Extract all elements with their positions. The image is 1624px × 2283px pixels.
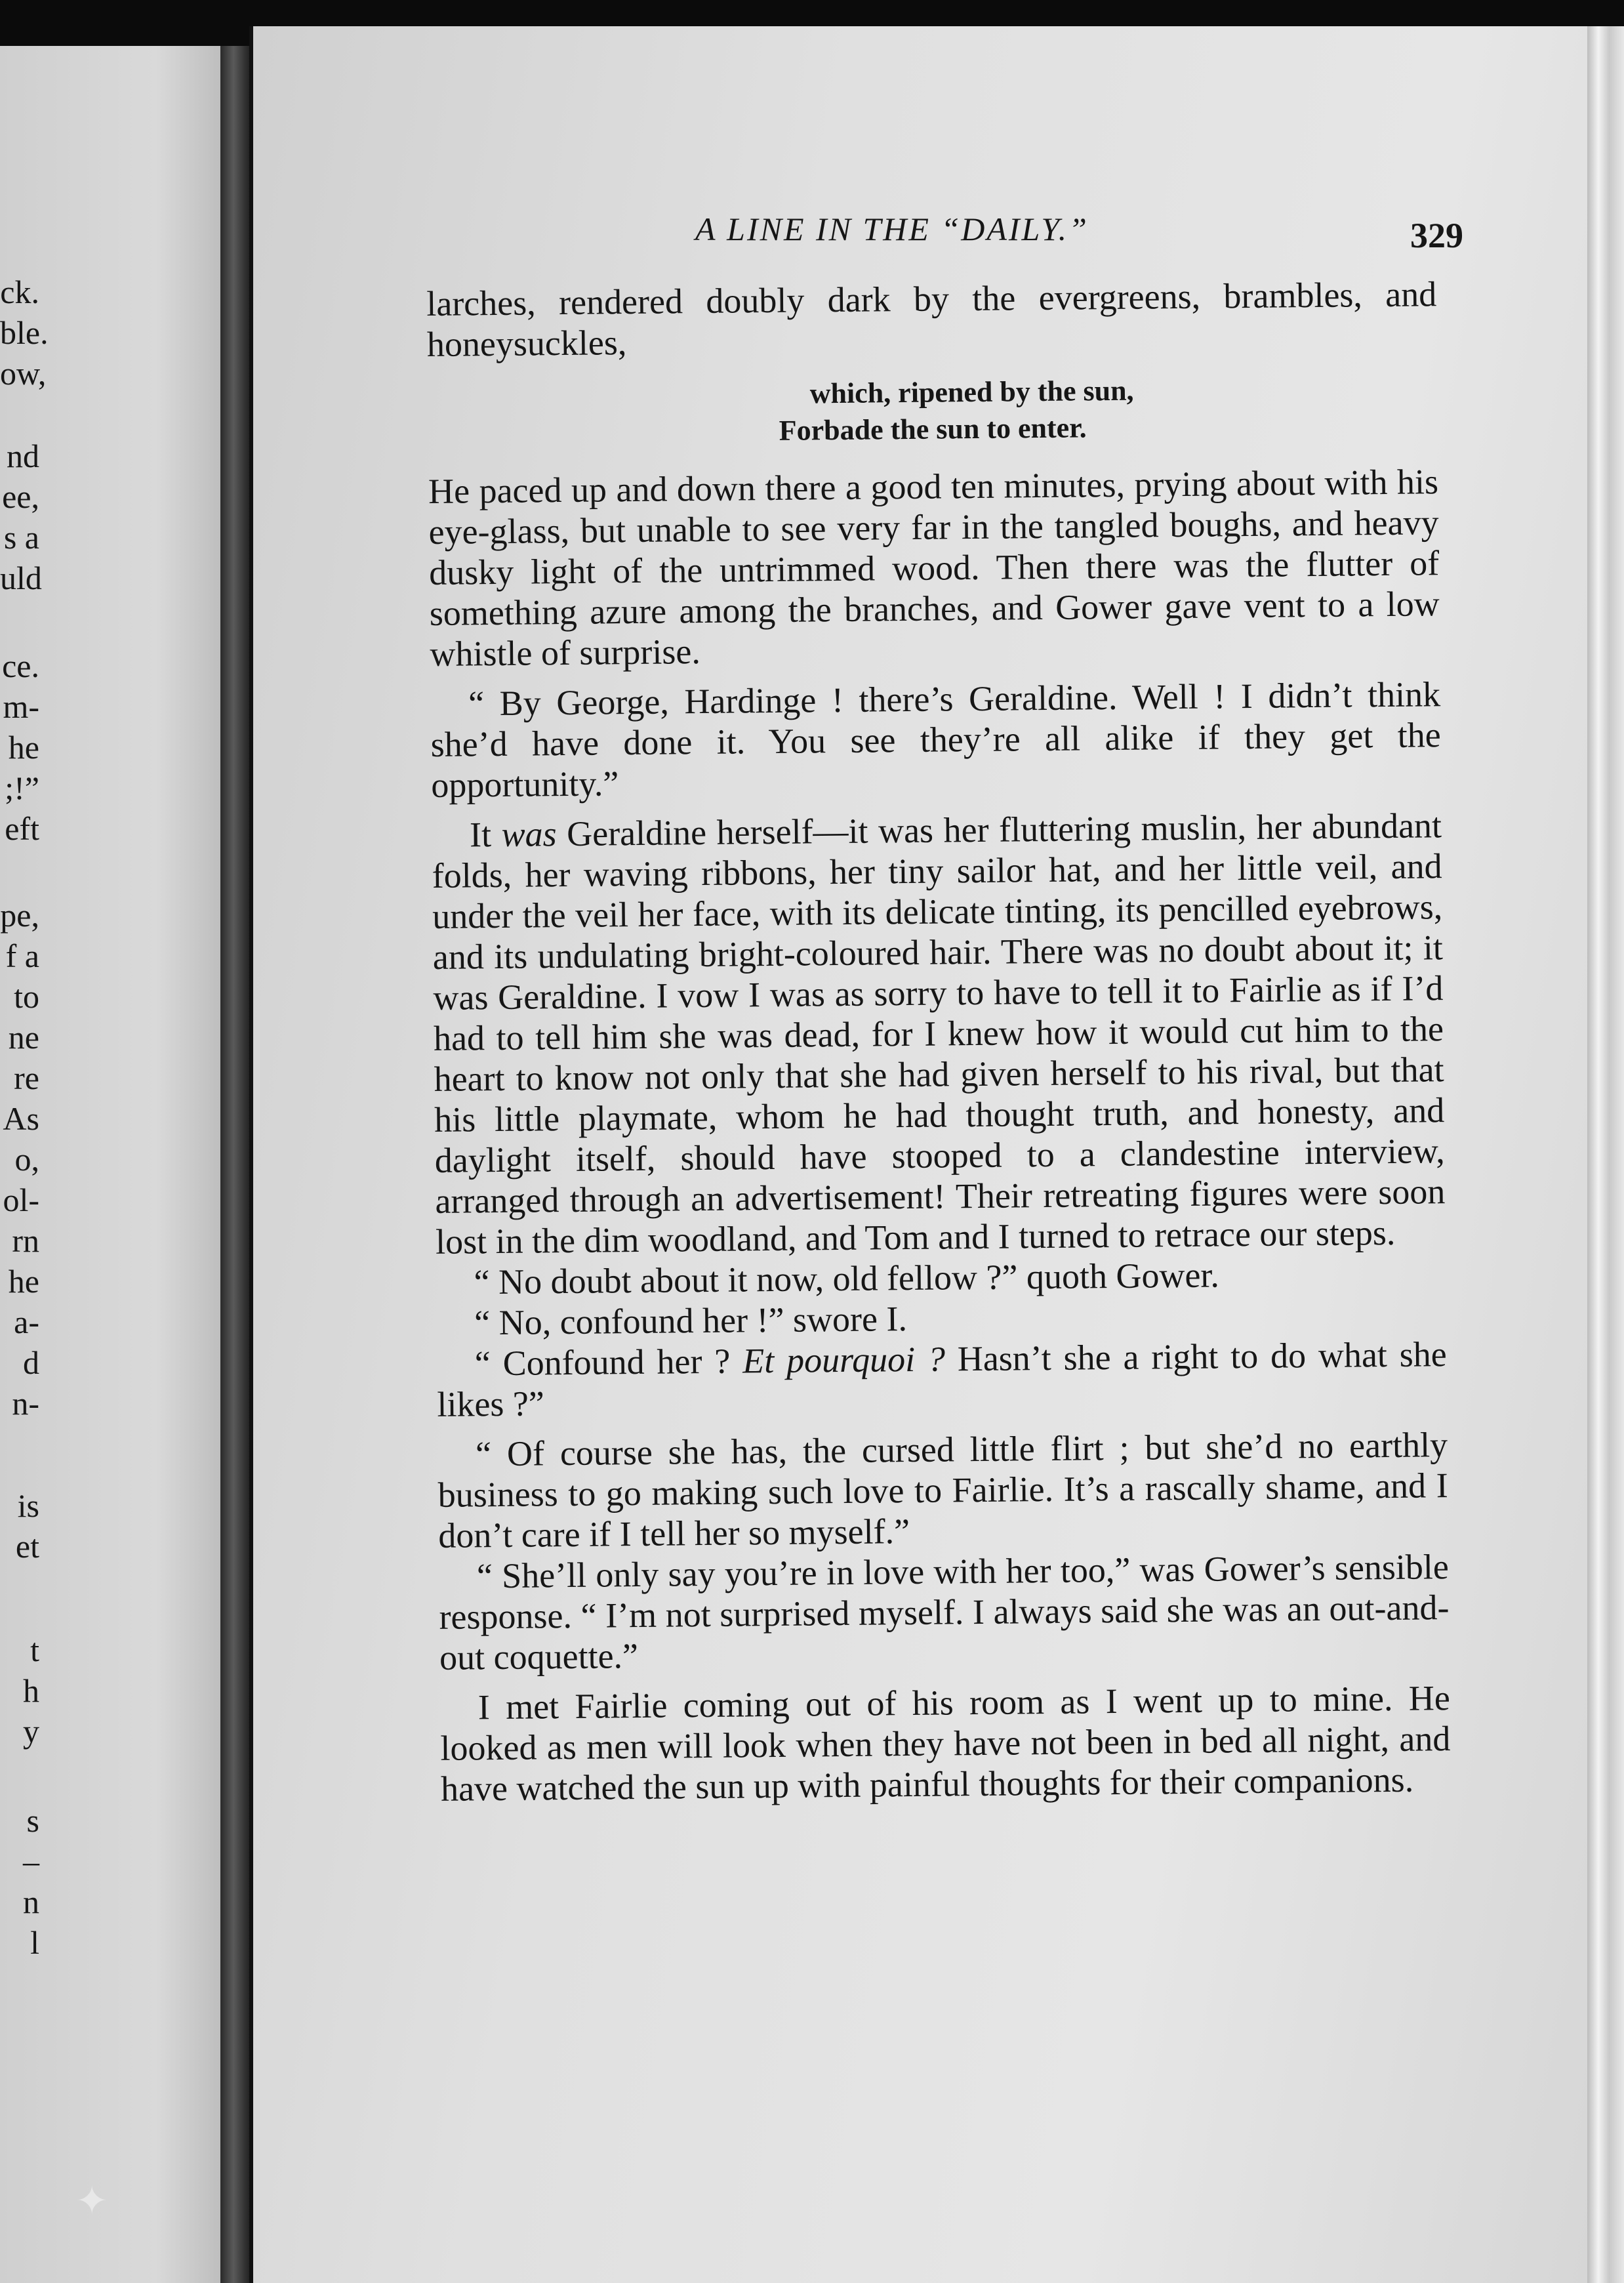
text-run: It [469, 814, 502, 855]
left-page-fragment: n [23, 1883, 39, 1920]
left-page-fragment: pe, [0, 897, 39, 934]
paragraph [432, 805, 1446, 1262]
paragraph: “ She’ll only say you’re in love with her too,” was Gower’s sensible response. “ I’m not surprised myself. I always said she was an out-and-out coquette.” [439, 1547, 1450, 1677]
left-page-fragment: t [30, 1632, 39, 1668]
left-page-fragment: nd [7, 438, 39, 474]
left-page-fragment: As [3, 1100, 39, 1137]
left-page-fragment: ow, [0, 355, 47, 392]
left-page-fragment: – [23, 1843, 39, 1880]
book-gutter [220, 46, 253, 2283]
left-page-fragment: ck. [0, 274, 39, 310]
left-page-fragment: a- [14, 1304, 39, 1340]
text-run: Geraldine herself—it was her fluttering muslin, her abundant folds, her waving ribbons, her tiny sailor hat, and her little veil, and under the veil her face, with its delicate tinting, its pencilled eyebrows, and its undulating bright-coloured hair. There was no doubt about it; it was Geraldine. I vow I was as sorry to have to tell it to Fairlie as if I’d had to tell him she was dead, for I knew how it would cut him to the heart to know not only that she had given herself to his rival, but that his little playmate, whom he had thought truth, and honesty, and daylight itself, should have stooped to a clandestine interview, arranged through an advertisement! Their retreating figures were soon lost in the dim woodland, and Tom and I turned to retrace our steps. [432, 806, 1446, 1262]
left-page-fragment: m- [3, 688, 39, 725]
left-page-fragment: uld [0, 560, 42, 596]
corner-smudge-icon: ✦ [75, 2179, 109, 2223]
paragraph: I met Fairlie coming out of his room as I went up to mine. He looked as men will look when they have not been in bed all night, and have watched the sun up with painful thoughts for their companions. [440, 1678, 1451, 1809]
paragraph [437, 1334, 1448, 1425]
running-head: A LINE IN THE “DAILY.” [695, 211, 1089, 247]
paragraph: He paced up and down there a good ten minutes, prying about with his eye-glass, but unable to see very far in the tangled boughs, and heavy dusky light of the untrimmed wood. Then there was the flutter of something azure among the branches, and Gower gave vent to a low whistle of surprise. [428, 462, 1440, 674]
left-page-fragment: s [26, 1802, 39, 1839]
left-page-fragment: ne [8, 1019, 39, 1056]
left-page-fragment: he [8, 1263, 39, 1300]
left-page-fragment: ble. [0, 314, 49, 351]
left-facing-page [0, 46, 223, 2283]
left-page-fragment: ;!” [5, 770, 39, 806]
left-page-fragment: s a [3, 519, 39, 556]
left-page-fragment: y [23, 1713, 39, 1750]
paragraph: “ By George, Hardinge ! there’s Geraldine. Well ! I didn’t think she’d have done it. You see they’re all alike if they get the opportunity.” [430, 674, 1441, 805]
left-page-fragment: rn [12, 1222, 39, 1259]
left-page-fragment: d [23, 1344, 39, 1381]
text-run: “ Confound her ? [474, 1341, 743, 1384]
left-page-fragment: ee, [2, 478, 39, 515]
left-page-fragment: eft [5, 810, 39, 847]
left-page-fragment: l [30, 1924, 39, 1961]
text-run: Hasn’t she a right to do what she likes ?” [437, 1334, 1448, 1424]
italic-emphasis: Et pourquoi ? [742, 1339, 946, 1381]
left-page-fragment: f a [5, 937, 39, 974]
left-page-fragment: ol- [3, 1182, 39, 1218]
left-page-fragment: he [8, 729, 39, 766]
paragraph: larches, rendered doubly dark by the evergreens, brambles, and honeysuckles, [426, 274, 1437, 364]
body-text [426, 274, 1451, 1809]
left-page-fragment: to [14, 978, 39, 1015]
left-page-fragment: re [14, 1059, 39, 1096]
italic-emphasis: was [501, 814, 557, 854]
verse-line: which, ripened by the sun, [809, 374, 1134, 410]
page-number: 329 [1410, 216, 1463, 255]
verse-line: Forbade the sun to enter. [779, 411, 1087, 447]
paragraph: “ No doubt about it now, old fellow ?” quoth Gower. [474, 1255, 1220, 1302]
left-page-fragment: o, [14, 1141, 39, 1178]
page-edge [1587, 26, 1624, 2283]
left-page-fragment: h [23, 1672, 39, 1709]
paragraph: “ Of course she has, the cursed little flirt ; but she’d no earthly business to go making such love to Fairlie. It’s a rascally shame, and I don’t care if I tell her so myself.” [437, 1425, 1448, 1555]
left-page-fragment: n- [12, 1385, 39, 1422]
left-page-fragment: ce. [2, 648, 39, 684]
verse-quotation [427, 369, 1438, 453]
left-page-fragment: et [15, 1528, 39, 1565]
paragraph: “ No, confound her !” swore I. [474, 1299, 908, 1343]
left-page-fragment: is [17, 1487, 39, 1524]
